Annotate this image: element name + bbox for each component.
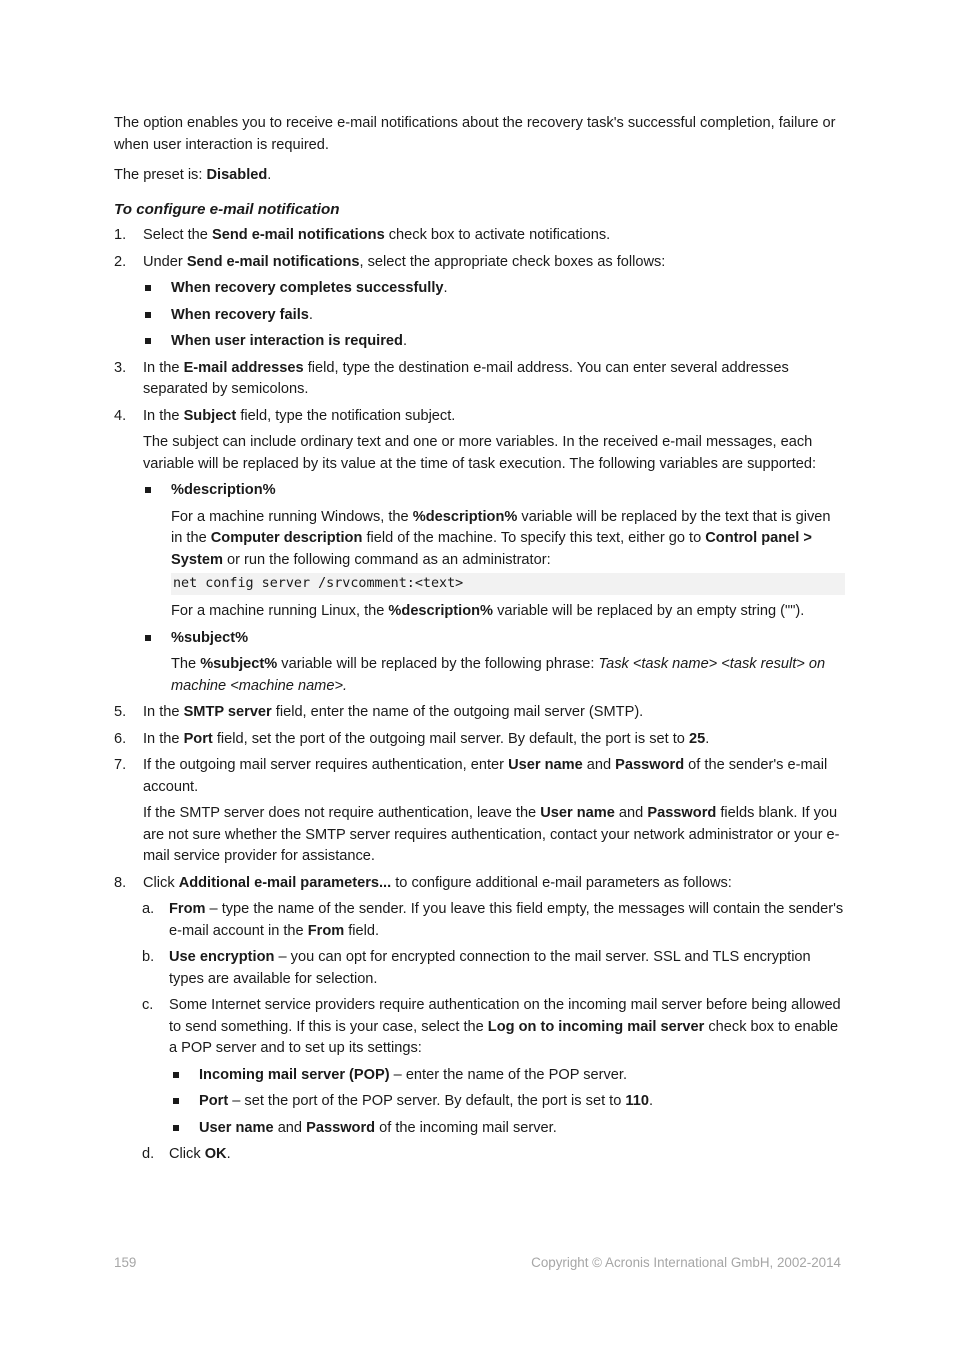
step-6: 6. In the Port field, set the port of the outgoing mail server. By default, the port is set to 25.: [114, 730, 710, 747]
document-body: [114, 113, 844, 1171]
step-1: 1. Select the Send e-mail notifications check box to activate notifications.: [114, 227, 611, 243]
list-item: When recovery fails.: [143, 305, 844, 327]
list-item: User name and Password of the incoming mail server.: [171, 1118, 844, 1140]
step-8d: d. Click OK.: [142, 1146, 231, 1162]
bullet-icon: [145, 338, 151, 344]
bullet-icon: [145, 487, 151, 493]
step-2: 2. Under Send e-mail notifications, select the appropriate check boxes as follows:: [114, 253, 666, 270]
page-number: 159: [114, 1255, 137, 1270]
bullet-icon: [173, 1072, 179, 1078]
command-code-block: net config server /srvcomment:<text>: [171, 573, 845, 595]
step-8c: c. Some Internet service providers require authentication on the incoming mail server before being allowed to send something. If this is your case, select the Log on to incoming mail server check box to enable a POP server and to set up its settings:: [142, 997, 841, 1056]
step-4: 4. In the Subject field, type the notification subject. The subject can include ordinary text and one or more variables. In the received e-mail messages, each variable will be replaced by its value at the time of task execution. The following variables are supported:: [114, 406, 844, 476]
bullet-icon: [145, 635, 151, 641]
bullet-icon: [145, 312, 151, 318]
bullet-icon: [145, 285, 151, 291]
step-3: 3. In the E-mail addresses field, type the destination e-mail address. You can enter several addresses separated by semicolons.: [114, 359, 789, 397]
bullet-icon: [173, 1098, 179, 1104]
step-8: 8. Click Additional e-mail parameters... to configure additional e-mail parameters as follows:: [114, 874, 732, 891]
step-7: 7. If the outgoing mail server requires authentication, enter User name and Password of the sender's e-mail account. If the SMTP server does not require authentication, leave the User name and Password fields blank. If you are not sure whether the SMTP server requires authentication, contact your network administrator or your e-mail service provider for assistance.: [114, 757, 840, 864]
step-5: 5. In the SMTP server field, enter the name of the outgoing mail server (SMTP).: [114, 704, 644, 720]
list-item: When recovery completes successfully.: [143, 278, 844, 300]
bullet-icon: [173, 1125, 179, 1131]
step-8b: b. Use encryption – you can opt for encrypted connection to the mail server. SSL and TLS encryption types are available for selection.: [142, 949, 811, 987]
procedure-heading: To configure e-mail notification: [114, 200, 340, 218]
variable-description: %description% For a machine running Windows, the %description% variable will be replaced by the text that is given in the Computer description field of the machine. To specify this text, either go to Control panel > System or run the following command as an administrator: net config server /srvcomment:<text> For a machine running Linux, the %description% variable will be replaced by an empty string ("").: [143, 480, 844, 623]
list-item: Port – set the port of the POP server. By default, the port is set to 110.: [171, 1091, 844, 1113]
intro-paragraph: The option enables you to receive e-mail notifications about the recovery task's successful completion, failure or when user interaction is required.: [114, 115, 836, 153]
variable-subject: %subject% The %subject% variable will be replaced by the following phrase: Task <task name> <task result> on machine <machine name>.: [143, 628, 844, 698]
step-8a: a. From – type the name of the sender. If you leave this field empty, the messages will contain the sender's e-mail account in the From field.: [142, 901, 844, 939]
preset-paragraph: The preset is: Disabled.: [114, 167, 272, 183]
step-4-description: The subject can include ordinary text and one or more variables. In the received e-mail messages, each variable will be replaced by its value at the time of task execution. The following variables are supported:: [143, 434, 817, 472]
list-item: Incoming mail server (POP) – enter the name of the POP server.: [171, 1065, 844, 1087]
copyright-notice: Copyright © Acronis International GmbH, 2002-2014: [531, 1255, 841, 1270]
list-item: When user interaction is required.: [143, 331, 844, 353]
